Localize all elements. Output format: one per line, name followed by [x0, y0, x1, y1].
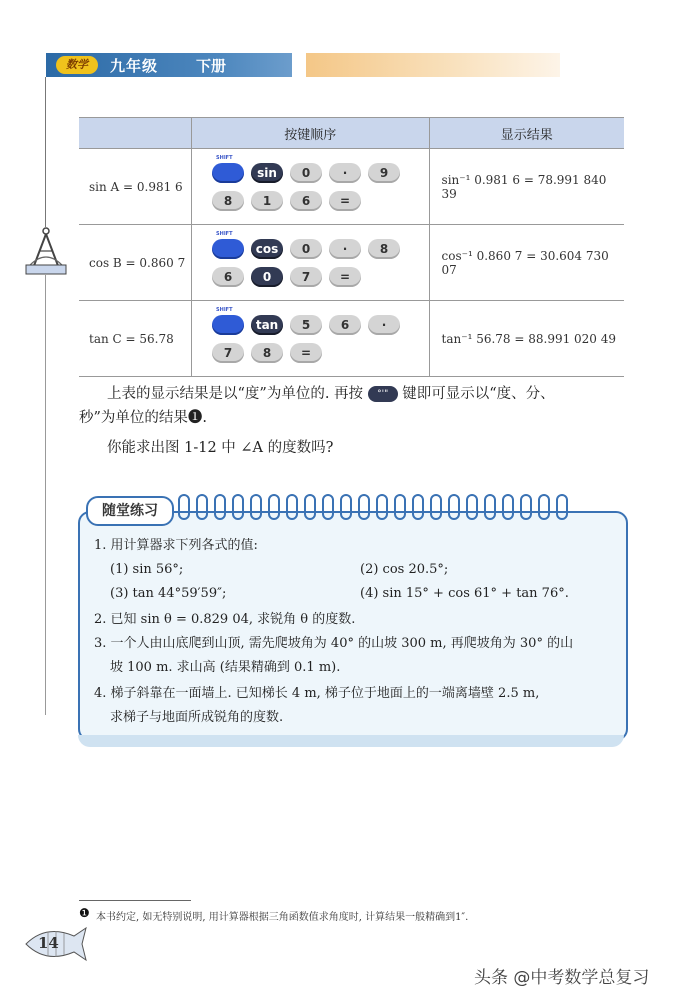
- exercise-1d: (4) sin 15° + cos 61° + tan 76°.: [360, 586, 569, 601]
- ring-icon: [484, 494, 496, 520]
- ring-icon: [376, 494, 388, 520]
- compass-icon: [24, 225, 68, 275]
- table-row: [79, 225, 624, 301]
- digit-key: 0: [290, 239, 322, 259]
- ring-icon: [232, 494, 244, 520]
- digit-key: 9: [368, 163, 400, 183]
- dms-key: °'": [368, 386, 398, 402]
- ring-icon: [268, 494, 280, 520]
- key-sequence-cell: [192, 149, 430, 225]
- ring-icon: [430, 494, 442, 520]
- exercise-1b: (2) cos 20.5°;: [360, 562, 449, 577]
- expression-cell: cos B = 0.860 7: [79, 225, 192, 301]
- ring-icon: [502, 494, 514, 520]
- shift-label: SHIFT: [216, 306, 233, 313]
- digit-key: 8: [368, 239, 400, 259]
- grade-label: 九年级: [110, 57, 159, 75]
- cos-key: cos: [251, 239, 283, 259]
- ring-icon: [214, 494, 226, 520]
- exercise-3-line2: 坡 100 m. 求山高 (结果精确到 0.1 m).: [110, 660, 341, 675]
- tan-key: tan: [251, 315, 283, 335]
- digit-key: 6: [290, 191, 322, 211]
- table-header-row: [79, 118, 624, 149]
- expression-cell: tan C = 56.78: [79, 301, 192, 377]
- digit-key: 7: [212, 343, 244, 363]
- digit-key: 0: [290, 163, 322, 183]
- table-row: [79, 149, 624, 225]
- decimal-key: ·: [368, 315, 400, 335]
- ring-icon: [178, 494, 190, 520]
- ring-icon: [196, 494, 208, 520]
- shift-label: SHIFT: [216, 154, 233, 161]
- ring-icon: [466, 494, 478, 520]
- exercise-3-line1: 3. 一个人由山底爬到山顶, 需先爬坡角为 40° 的山坡 300 m, 再爬坡角为 30° 的山: [94, 636, 574, 651]
- watermark: 头条 @中考数学总复习: [474, 968, 650, 988]
- margin-line: [45, 77, 46, 227]
- margin-line: [45, 275, 46, 715]
- key-sequence-cell: [192, 225, 430, 301]
- digit-key: 7: [290, 267, 322, 287]
- digit-key: 8: [212, 191, 244, 211]
- digit-key: 6: [329, 315, 361, 335]
- digit-key: 5: [290, 315, 322, 335]
- exercise-1a: (1) sin 56°;: [110, 562, 184, 577]
- shift-label: SHIFT: [216, 230, 233, 237]
- result-cell: cos⁻¹ 0.860 7 = 30.604 730 07: [429, 225, 624, 301]
- digit-key: 0: [251, 267, 283, 287]
- ring-icon: [304, 494, 316, 520]
- exercise-1: 1. 用计算器求下列各式的值:: [94, 538, 258, 553]
- equals-key: =: [329, 267, 361, 287]
- shift-key: [212, 239, 244, 259]
- decimal-key: ·: [329, 163, 361, 183]
- shift-key: [212, 315, 244, 335]
- result-cell: tan⁻¹ 56.78 = 88.991 020 49: [429, 301, 624, 377]
- ring-icon: [358, 494, 370, 520]
- ring-icon: [556, 494, 568, 520]
- ring-icon: [412, 494, 424, 520]
- exercise-2: 2. 已知 sin θ = 0.829 04, 求锐角 θ 的度数.: [94, 612, 356, 627]
- table-row: [79, 301, 624, 377]
- ring-icon: [538, 494, 550, 520]
- exercise-4-line2: 求梯子与地面所成锐角的度数.: [110, 710, 284, 725]
- subject-badge: 数学: [56, 56, 98, 74]
- ring-icon: [394, 494, 406, 520]
- volume-label: 下册: [196, 57, 227, 75]
- digit-key: 8: [251, 343, 283, 363]
- exercise-1c: (3) tan 44°59′59″;: [110, 586, 227, 601]
- table-header: [79, 118, 192, 149]
- table-header: 按键顺序: [192, 118, 430, 149]
- sin-key: sin: [251, 163, 283, 183]
- practice-box-base: [78, 735, 624, 747]
- ring-icon: [322, 494, 334, 520]
- ring-icon: [520, 494, 532, 520]
- digit-key: 1: [251, 191, 283, 211]
- ring-icon: [448, 494, 460, 520]
- expression-cell: sin A = 0.981 6: [79, 149, 192, 225]
- paragraph-text: 键即可显示以“度、分、: [402, 386, 555, 402]
- footnote-text: 本书约定, 如无特别说明, 用计算器根据三角函数值求角度时, 计算结果一般精确到1″.: [96, 912, 469, 923]
- table-header: 显示结果: [429, 118, 624, 149]
- paragraph-text: 上表的显示结果是以“度”为单位的. 再按: [107, 386, 364, 402]
- page-number: 14: [38, 934, 59, 952]
- key-sequence-cell: [192, 301, 430, 377]
- equals-key: =: [290, 343, 322, 363]
- result-cell: sin⁻¹ 0.981 6 = 78.991 840 39: [429, 149, 624, 225]
- practice-title: 随堂练习: [86, 496, 174, 526]
- body-paragraph: 秒”为单位的结果❶.: [79, 410, 208, 426]
- spiral-rings: [178, 494, 618, 524]
- header-banner: [46, 53, 292, 77]
- digit-key: 6: [212, 267, 244, 287]
- ring-icon: [250, 494, 262, 520]
- header-gradient-bar: [306, 53, 560, 77]
- footnote-marker: ❶: [79, 906, 90, 920]
- footnote-divider: [79, 900, 191, 901]
- question-paragraph: 你能求出图 1-12 中 ∠A 的度数吗?: [107, 440, 334, 456]
- ring-icon: [286, 494, 298, 520]
- decimal-key: ·: [329, 239, 361, 259]
- exercise-4-line1: 4. 梯子斜靠在一面墙上. 已知梯长 4 m, 梯子位于地面上的一端离墙壁 2.5 m,: [94, 686, 540, 701]
- shift-key: [212, 163, 244, 183]
- body-paragraph: [79, 383, 624, 405]
- equals-key: =: [329, 191, 361, 211]
- calculator-keys-table: [79, 117, 624, 377]
- ring-icon: [340, 494, 352, 520]
